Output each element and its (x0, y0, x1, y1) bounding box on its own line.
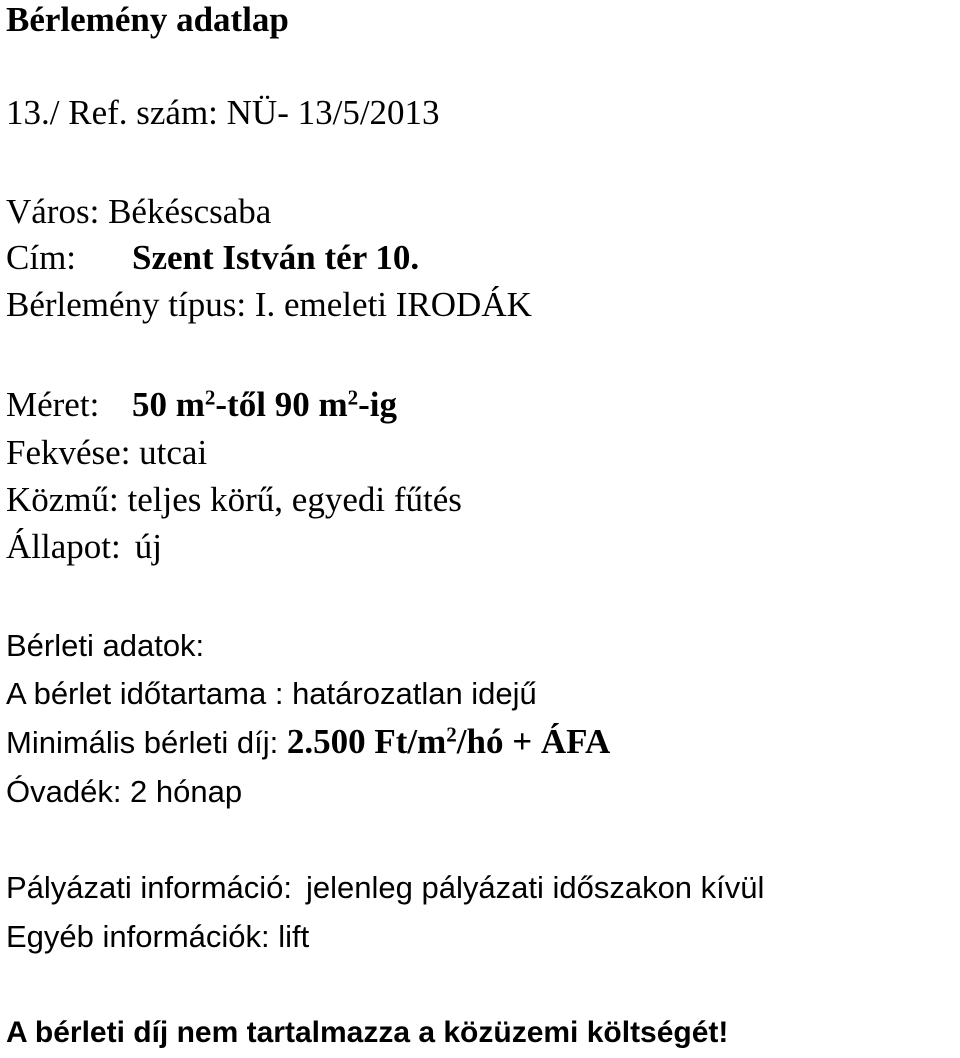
min-fee-label: Minimális bérleti díj: (6, 725, 279, 760)
rental-data-heading: Bérleti adatok: (6, 628, 205, 663)
condition-row (6, 527, 162, 567)
min-fee-value (287, 722, 610, 761)
size-sup-2: 2 (347, 385, 359, 410)
rental-type-value: I. emeleti IRODÁK (254, 285, 532, 324)
min-fee-unit: /hó + ÁFA (456, 722, 611, 761)
city-label: Város: (6, 192, 100, 231)
location-value: utcai (139, 433, 208, 472)
utilities-label: Közmű: (6, 480, 119, 519)
other-info-label: Egyéb információk: (6, 919, 270, 954)
rental-type-row (6, 285, 532, 325)
reference-number: 13./ Ref. szám: NÜ- 13/5/2013 (6, 93, 440, 132)
address-value: Szent István tér 10. (132, 238, 420, 277)
fee-note: A bérleti díj nem tartalmazza a közüzemi költségét! (6, 1016, 729, 1049)
deposit-row: Óvadék: 2 hónap (6, 774, 243, 809)
size-value (132, 385, 397, 424)
tender-row (6, 868, 764, 908)
condition-label: Állapot: (6, 527, 121, 566)
size-label: Méret: (6, 385, 100, 424)
min-fee-sup: 2 (446, 722, 457, 747)
city-row (6, 192, 271, 232)
address-row (6, 238, 419, 278)
duration-row (6, 674, 537, 714)
tender-label: Pályázati információ: (6, 870, 293, 905)
size-end: -ig (358, 385, 397, 424)
size-sup-1: 2 (204, 385, 216, 410)
other-info-row (6, 917, 309, 957)
duration-label: A bérlet időtartama : (6, 676, 284, 711)
utilities-value: teljes körű, egyedi fűtés (127, 480, 462, 519)
size-from: 50 m (132, 385, 205, 424)
duration-value: határozatlan idejű (292, 676, 537, 711)
condition-value: új (134, 527, 162, 566)
size-row (6, 385, 397, 425)
city-value: Békéscsaba (108, 192, 272, 231)
other-info-value: lift (278, 919, 310, 954)
location-row (6, 433, 207, 473)
rental-type-label: Bérlemény típus: (6, 285, 247, 324)
tender-value: jelenleg pályázati időszakon kívül (306, 870, 765, 905)
min-fee-amount: 2.500 Ft/m (286, 722, 447, 761)
location-label: Fekvése: (6, 433, 131, 472)
size-mid: -től 90 m (215, 385, 348, 424)
utilities-row (6, 480, 462, 520)
address-label: Cím: (6, 238, 77, 277)
document-title: Bérlemény adatlap (6, 0, 289, 39)
min-fee-row (6, 722, 610, 763)
